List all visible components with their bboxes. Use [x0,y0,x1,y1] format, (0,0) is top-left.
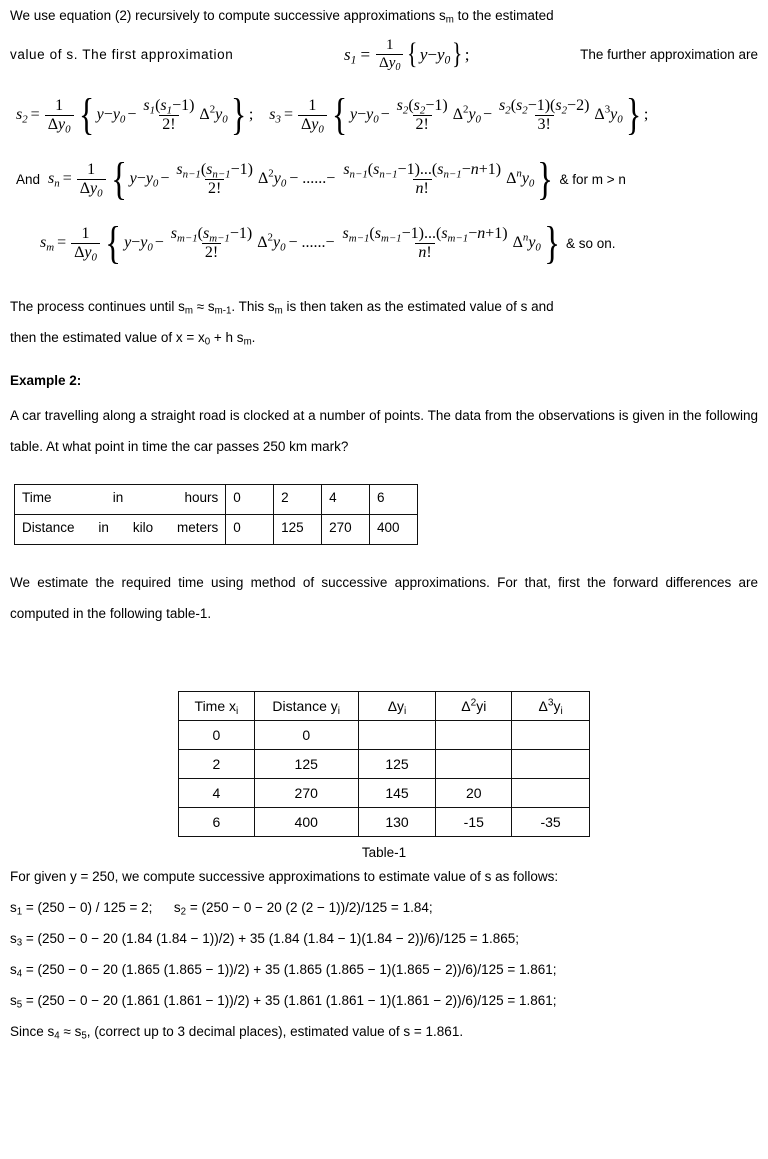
diff-cell-r3c0: 6 [179,808,255,837]
table-row [15,485,418,515]
conclusion-final: Since $s_4 \approx s_5$, (correct up to 3 decimal places), estimated value of s = 1.861. [10,1024,464,1042]
header-distance-y: Distance $y_i$ [254,692,358,721]
equation-row-sn [10,153,758,205]
diff-cell-r3c3: -15 [436,808,512,837]
intro-paragraph-line1 [10,0,758,31]
process-sub-m4: m [243,336,252,348]
calc-line-s1-s2 [10,892,758,923]
equation-s2: $s_2$ = $\frac{1}{\Delta y_0}$ { $y-y_0$ − $\frac{s_1(s_1-1)}{2!}$ $\Delta^2y_0$ } ; [16,89,254,139]
equation-sn: $s_n$ = $\frac{1}{\Delta y_0}$ { $y-y_0$ − $\frac{s_{n-1}(s_{n-1}-1)}{2!}$ $\Delta^2y_0$ − ......− $\frac{s_{n-1}(s_{n-1}-1)...(s_{n-1}-n+1)}{n!}$ $\Delta^ny_0$ } [48,152,554,204]
first-approximation-label: value of s. The first approximation [10,46,234,62]
header-delta2-y: $\Delta^2yi$ [436,692,512,721]
diff-cell-r0c2 [358,721,436,750]
cell-time-3: 6 [370,485,418,515]
diff-cell-r2c1: 270 [254,779,358,808]
intro-text-b: to the estimated [453,8,554,23]
table-row [179,808,590,837]
cell-dist-1: 125 [274,515,322,545]
equation-s1: $s_1$ = $\frac{1}{\Delta y_0}$ { $y-y_0$ } ; [344,36,470,73]
process-text-f: + h s [210,330,244,345]
diff-cell-r2c4 [512,779,590,808]
calc-s2: $s_2 = (250 - 0 - 20$ (2 (2 − 1))/2)/125 = 1.84; [173,900,433,918]
intro-paragraph-line2 [10,31,758,77]
diff-cell-r3c2: 130 [358,808,436,837]
observation-data-table [14,484,418,545]
row-label-distance: Distance in kilo meters [15,515,226,545]
process-text-d: is then taken as the estimated value of s and [282,299,554,314]
estimate-paragraph: We estimate the required time using method of successive approximations. For that, first the forward differences are computed in the following table-1. [10,575,758,621]
process-paragraph [10,291,758,353]
diff-cell-r0c0: 0 [179,721,255,750]
process-text-b: ≈ s [192,299,215,314]
header-delta-y: $\Delta y_i$ [358,692,436,721]
process-sub-m3: m [274,305,283,317]
process-text-c: . This s [231,299,275,314]
table-row [179,779,590,808]
process-sub-m1: m [184,305,193,317]
process-sub-0: 0 [204,336,211,348]
sn-suffix: & for m > n [559,171,626,187]
diff-cell-r1c2: 125 [358,750,436,779]
diff-cell-r0c3 [436,721,512,750]
diff-cell-r1c4 [512,750,590,779]
cell-dist-3: 400 [370,515,418,545]
intro-sub-m: m [445,14,454,26]
row-label-time: Time in hours [15,485,226,515]
calc-line-s3: $s_3 = (250 - 0 - 20$ (1.84 (1.84 − 1))/2) + 35 (1.84 (1.84 − 1)(1.84 − 2))/6)/125 = 1.865; [10,931,519,949]
cell-time-0: 0 [226,485,274,515]
further-approximation-label: The further approximation are [580,46,758,62]
table-row [15,515,418,545]
equation-sm: $s_m$ = $\frac{1}{\Delta y_0}$ { $y-y_0$ − $\frac{s_{m-1}(s_{m-1}-1)}{2!}$ $\Delta^2y_0$ − ......− $\frac{s_{m-1}(s_{m-1}-1)...(s_{m-1}-n+1)}{n!}$ $\Delta^ny_0$ } [40,216,560,268]
diff-cell-r0c4 [512,721,590,750]
conclusion-intro: For given y = 250, we compute successive approximations to estimate value of s as follows: [10,869,559,884]
diff-cell-r2c3: 20 [436,779,512,808]
example-body: A car travelling along a straight road is clocked at a number of points. The data from the observations is given in the following table. At what point in time the car passes 250 km mark? [10,408,758,454]
intro-text-a: We use equation (2) recursively to compute successive approximations s [10,8,446,23]
and-label: And [16,171,41,187]
diff-cell-r3c1: 400 [254,808,358,837]
diff-cell-r1c0: 2 [179,750,255,779]
table-row [179,721,590,750]
header-time-x: Time $x_i$ [179,692,255,721]
diff-cell-r1c3 [436,750,512,779]
process-sub-m2: m-1 [214,305,232,317]
forward-difference-table [178,691,590,837]
sm-suffix: & so on. [565,235,616,251]
equation-row-s2-s3 [10,89,758,141]
process-text-g: . [251,330,256,345]
table-header-row [179,692,590,721]
calc-s1: $s_1 = (250 - 0) / 125 = 2$; [10,900,153,918]
equation-row-sm [10,217,758,269]
table-caption: Table-1 [361,845,407,860]
ellipsis-sm: − ......− [288,234,335,251]
diff-cell-r0c1: 0 [254,721,358,750]
table-row [179,750,590,779]
equation-s3: $s_3$ = $\frac{1}{\Delta y_0}$ { $y-y_0$ − $\frac{s_2(s_2-1)}{2!}$ $\Delta^2y_0$ − $\frac{s_2(s_2-1)(s_2-2)}{3!}$ $\Delta^3y_0$ } ; [269,89,649,139]
cell-dist-2: 270 [322,515,370,545]
diff-cell-r1c1: 125 [254,750,358,779]
cell-dist-0: 0 [226,515,274,545]
header-delta3-y: $\Delta^3y_i$ [512,692,590,721]
cell-time-1: 2 [274,485,322,515]
process-text-e: then the estimated value of x = x [10,330,205,345]
process-text-a: The process continues until s [10,299,185,314]
diff-cell-r2c2: 145 [358,779,436,808]
cell-time-2: 4 [322,485,370,515]
calc-line-s5: $s_5 = (250 - 0 - 20$ (1.861 (1.861 − 1))/2) + 35 (1.861 (1.861 − 1)(1.861 − 2))/6)/125 = 1.861; [10,993,557,1011]
diff-cell-r3c4: -35 [512,808,590,837]
example-heading: Example 2: [10,373,82,388]
ellipsis-sn: − ......− [289,170,336,187]
diff-cell-r2c0: 4 [179,779,255,808]
calc-line-s4: $s_4 = (250 - 0 - 20$ (1.865 (1.865 − 1))/2) + 35 (1.865 (1.865 − 1)(1.865 − 2))/6)/125 = 1.861; [10,962,557,980]
